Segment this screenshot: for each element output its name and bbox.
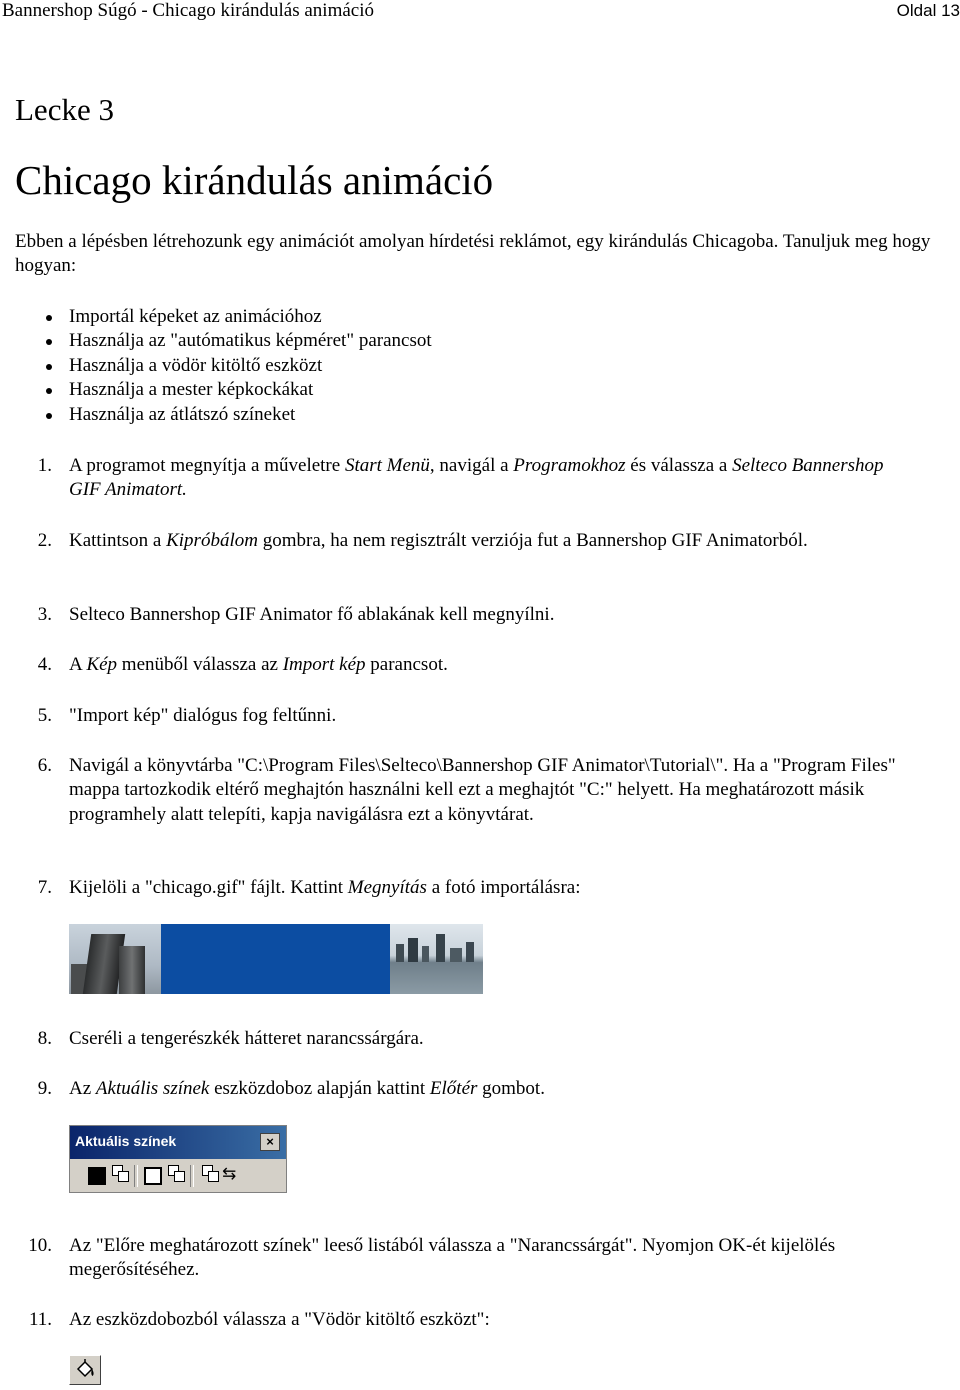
list-item: Használja az átlátszó színeket: [0, 403, 432, 427]
bucket-fill-glyph: [73, 1358, 97, 1382]
copy-color-icon[interactable]: [112, 1165, 128, 1181]
copy-color-icon[interactable]: [202, 1165, 218, 1181]
page-title: Chicago kirándulás animáció: [15, 157, 494, 203]
step-text: Az eszközdobozból válassza a "Vödör kitöltő eszközt":: [69, 1309, 490, 1330]
bullet-icon: [46, 364, 52, 370]
toolbar-separator: [190, 1165, 194, 1187]
bucket-fill-icon[interactable]: [69, 1355, 101, 1385]
toolbox-title: Aktuális színek: [75, 1133, 177, 1149]
toolbox-body: [70, 1159, 286, 1192]
list-item: Használja az "autómatikus képméret" parancsot: [0, 329, 432, 353]
close-icon[interactable]: ×: [260, 1133, 280, 1151]
step-text: Kijelöli a "chicago.gif" fájlt. Kattint Megnyítás a fotó importálásra:: [69, 877, 581, 898]
step-text: Navigál a könyvtárba "C:\Program Files\Selteco\Bannershop GIF Animator\Tutorial\". Ha a "Program Files" mappa tartozkodik eltérő meghajtón használni kell ezt a meghajtót "C:" helyett. Ha meghatározott másik programhely alatt telepíti, kapja navigálásra ezt a könyvtárat.: [69, 755, 896, 825]
bullet-icon: [46, 315, 52, 321]
step-number: 7.: [37, 877, 52, 898]
bullet-icon: [46, 388, 52, 394]
step-text: Az "Előre meghatározott színek" leeső listából válassza a "Narancssárgát". Nyomjon OK-ét kijelölés megerősítéséhez.: [69, 1235, 836, 1281]
list-item: Importál képeket az animációhoz: [0, 305, 432, 329]
step-text: Selteco Bannershop GIF Animator fő ablakának kell megnyílni.: [69, 604, 555, 625]
step-number: 3.: [37, 604, 52, 625]
skyline-photo: [390, 924, 483, 994]
step-number: 1.: [37, 455, 52, 476]
toolbox-titlebar: [70, 1126, 286, 1159]
step-number: 11.: [28, 1309, 52, 1330]
page-number: Oldal 13: [896, 1, 960, 20]
bullet-icon: [46, 413, 52, 419]
document-title: Bannershop Súgó - Chicago kirándulás animáció: [2, 0, 375, 21]
swap-colors-icon[interactable]: ⇆: [222, 1164, 237, 1183]
step-text: Az Aktuális színek eszközdoboz alapján kattint Előtér gombot.: [69, 1078, 545, 1099]
background-color-button[interactable]: [144, 1167, 162, 1185]
lesson-heading: Lecke 3: [15, 92, 114, 127]
bullet-icon: [46, 339, 52, 345]
step-text: Kattintson a Kipróbálom gombra, ha nem regisztrált verziója fut a Bannershop GIF Animatorból.: [69, 530, 808, 551]
list-item: Használja a vödör kitöltő eszközt: [0, 354, 432, 378]
step-number: 10.: [28, 1235, 52, 1256]
skyscraper-photo: [69, 924, 161, 994]
step-number: 6.: [37, 755, 52, 776]
goal-list: [0, 305, 432, 427]
step-text: A Kép menüből válassza az Import kép parancsot.: [69, 654, 448, 675]
list-item: Használja a mester képkockákat: [0, 378, 432, 402]
step-number: 2.: [37, 530, 52, 551]
copy-color-icon[interactable]: [168, 1165, 184, 1181]
step-text: Cseréli a tengerészkék hátteret narancssárgára.: [69, 1028, 424, 1049]
step-text: A programot megnyítja a műveletre Start Menü, navigál a Programokhoz és válassza a Selteco Bannershop GIF Animatort.: [69, 455, 884, 501]
step-number: 9.: [37, 1078, 52, 1099]
foreground-color-button[interactable]: [88, 1167, 106, 1185]
current-colors-toolbox: [69, 1125, 287, 1193]
step-text: "Import kép" dialógus fog feltűnni.: [69, 705, 337, 726]
chicago-banner-image: [69, 924, 483, 994]
page-header: [0, 0, 960, 22]
step-number: 5.: [37, 705, 52, 726]
navy-background: [161, 924, 390, 994]
toolbar-separator: [134, 1165, 138, 1187]
intro-paragraph: Ebben a lépésben létrehozunk egy animációt amolyan hírdetési reklámot, egy kirándulás Chicagoba. Tanuljuk meg hogy hogyan:: [15, 231, 931, 276]
step-number: 4.: [37, 654, 52, 675]
step-number: 8.: [37, 1028, 52, 1049]
